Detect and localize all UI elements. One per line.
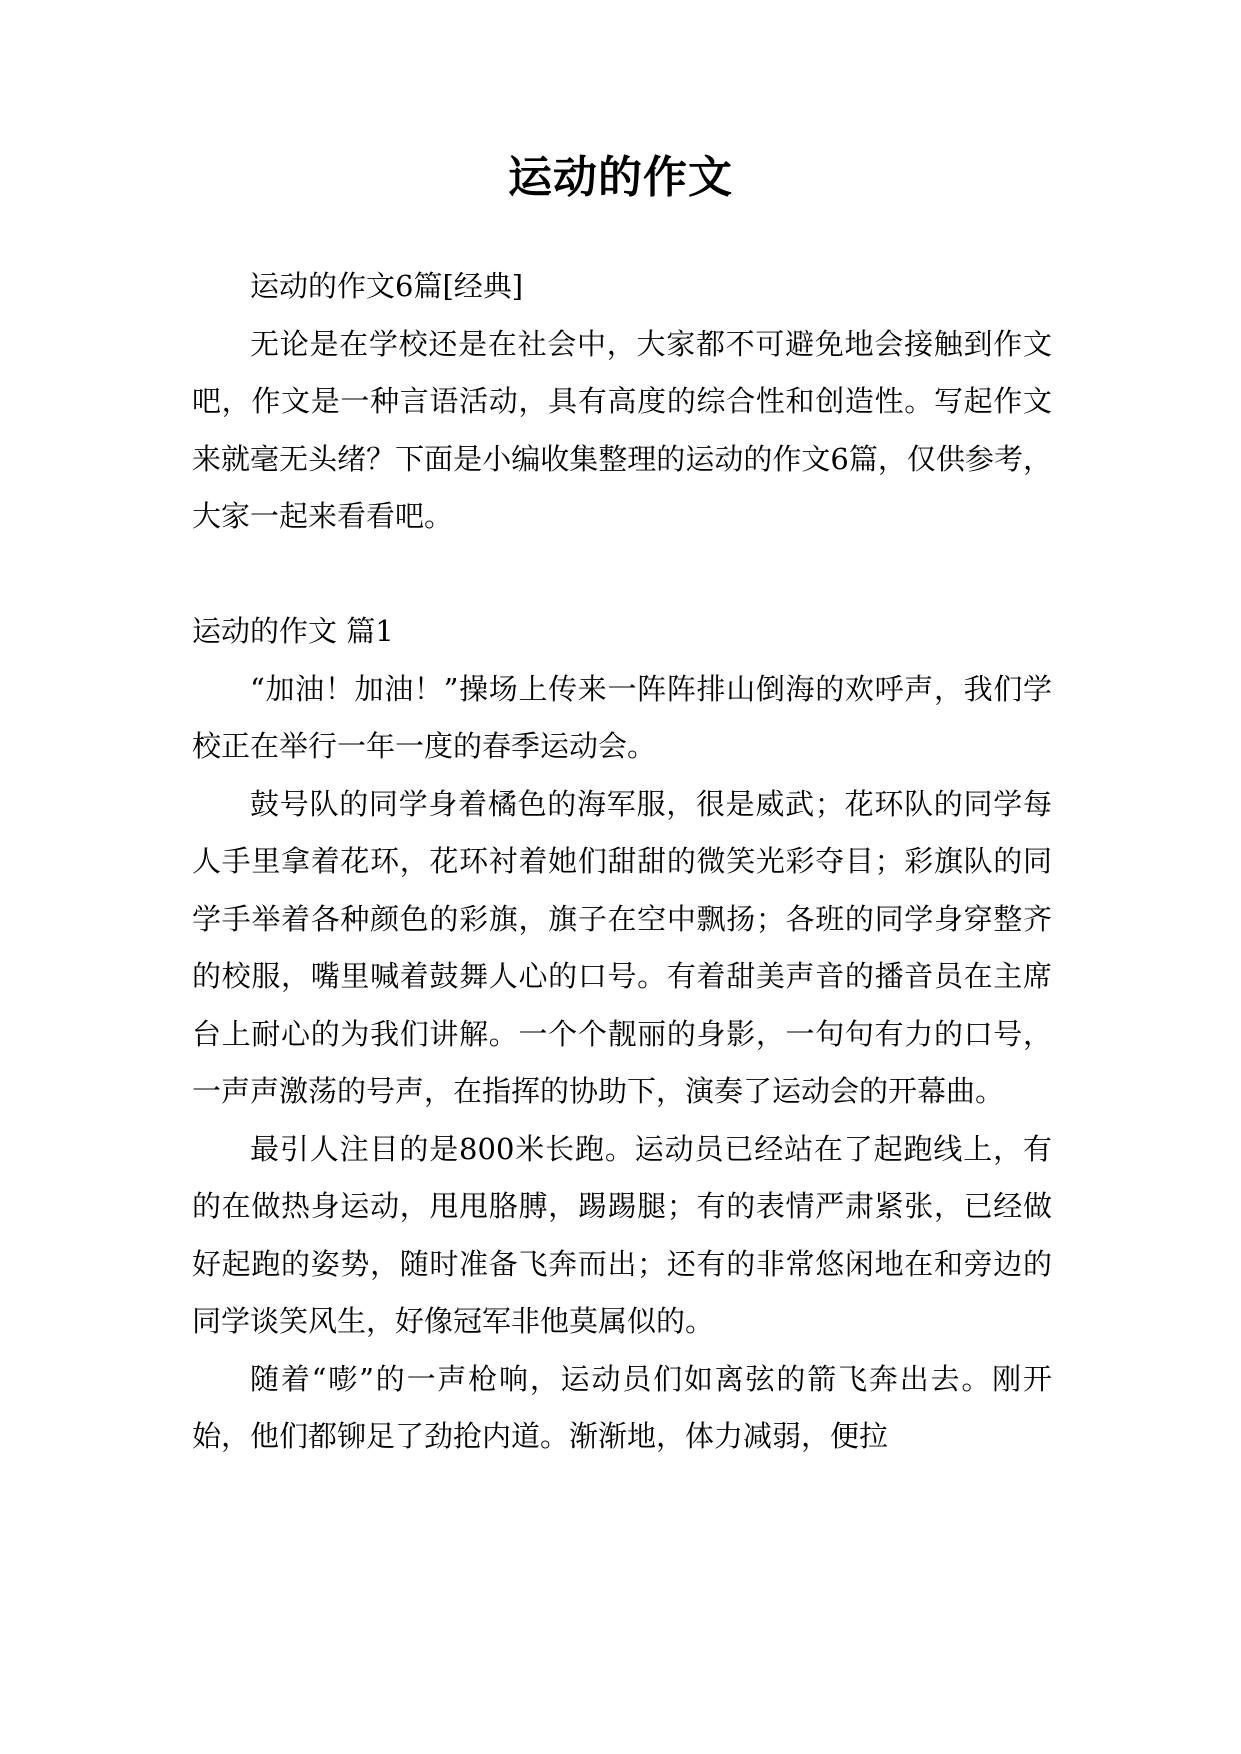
document-title: 运动的作文 xyxy=(508,152,733,203)
body-paragraph: 最引人注目的是800米长跑。运动员已经站在了起跑线上，有的在做热身运动，甩甩胳膊，踢踢腿；有的表情严肃紧张，已经做好起跑的姿势，随时准备飞奔而出；还有的非常悠闲地在和旁边的同学谈笑风生，好像冠军非他莫属似的。 xyxy=(192,1131,1052,1338)
intro-paragraph: 无论是在学校还是在社会中，大家都不可避免地会接触到作文吧，作文是一种言语活动，具有高度的综合性和创造性。写起作文来就毫无头绪？下面是小编收集整理的运动的作文6篇，仅供参考，大家一起来看看吧。 xyxy=(192,326,1052,533)
body-paragraph: 随着“嘭”的一声枪响，运动员们如离弦的箭飞奔出去。刚开始，他们都铆足了劲抢内道。渐渐地，体力减弱，便拉 xyxy=(192,1361,1052,1453)
section-heading: 运动的作文 篇1 xyxy=(192,614,394,648)
body-paragraph: 鼓号队的同学身着橘色的海军服，很是威武；花环队的同学每人手里拿着花环，花环衬着她们甜甜的微笑光彩夺目；彩旗队的同学手举着各种颜色的彩旗，旗子在空中飘扬；各班的同学身穿整齐的校服，嘴里喊着鼓舞人心的口号。有着甜美声音的播音员在主席台上耐心的为我们讲解。一个个靓丽的身影，一句句有力的口号，一声声激荡的号声，在指挥的协助下，演奏了运动会的开幕曲。 xyxy=(192,786,1052,1108)
section-gap xyxy=(192,546,1052,604)
subtitle-paragraph: 运动的作文6篇[经典] xyxy=(250,269,524,303)
document-body xyxy=(192,258,1052,1466)
body-paragraph: “加油！加油！”操场上传来一阵阵排山倒海的欢呼声，我们学校正在举行一年一度的春季运动会。 xyxy=(192,671,1052,763)
